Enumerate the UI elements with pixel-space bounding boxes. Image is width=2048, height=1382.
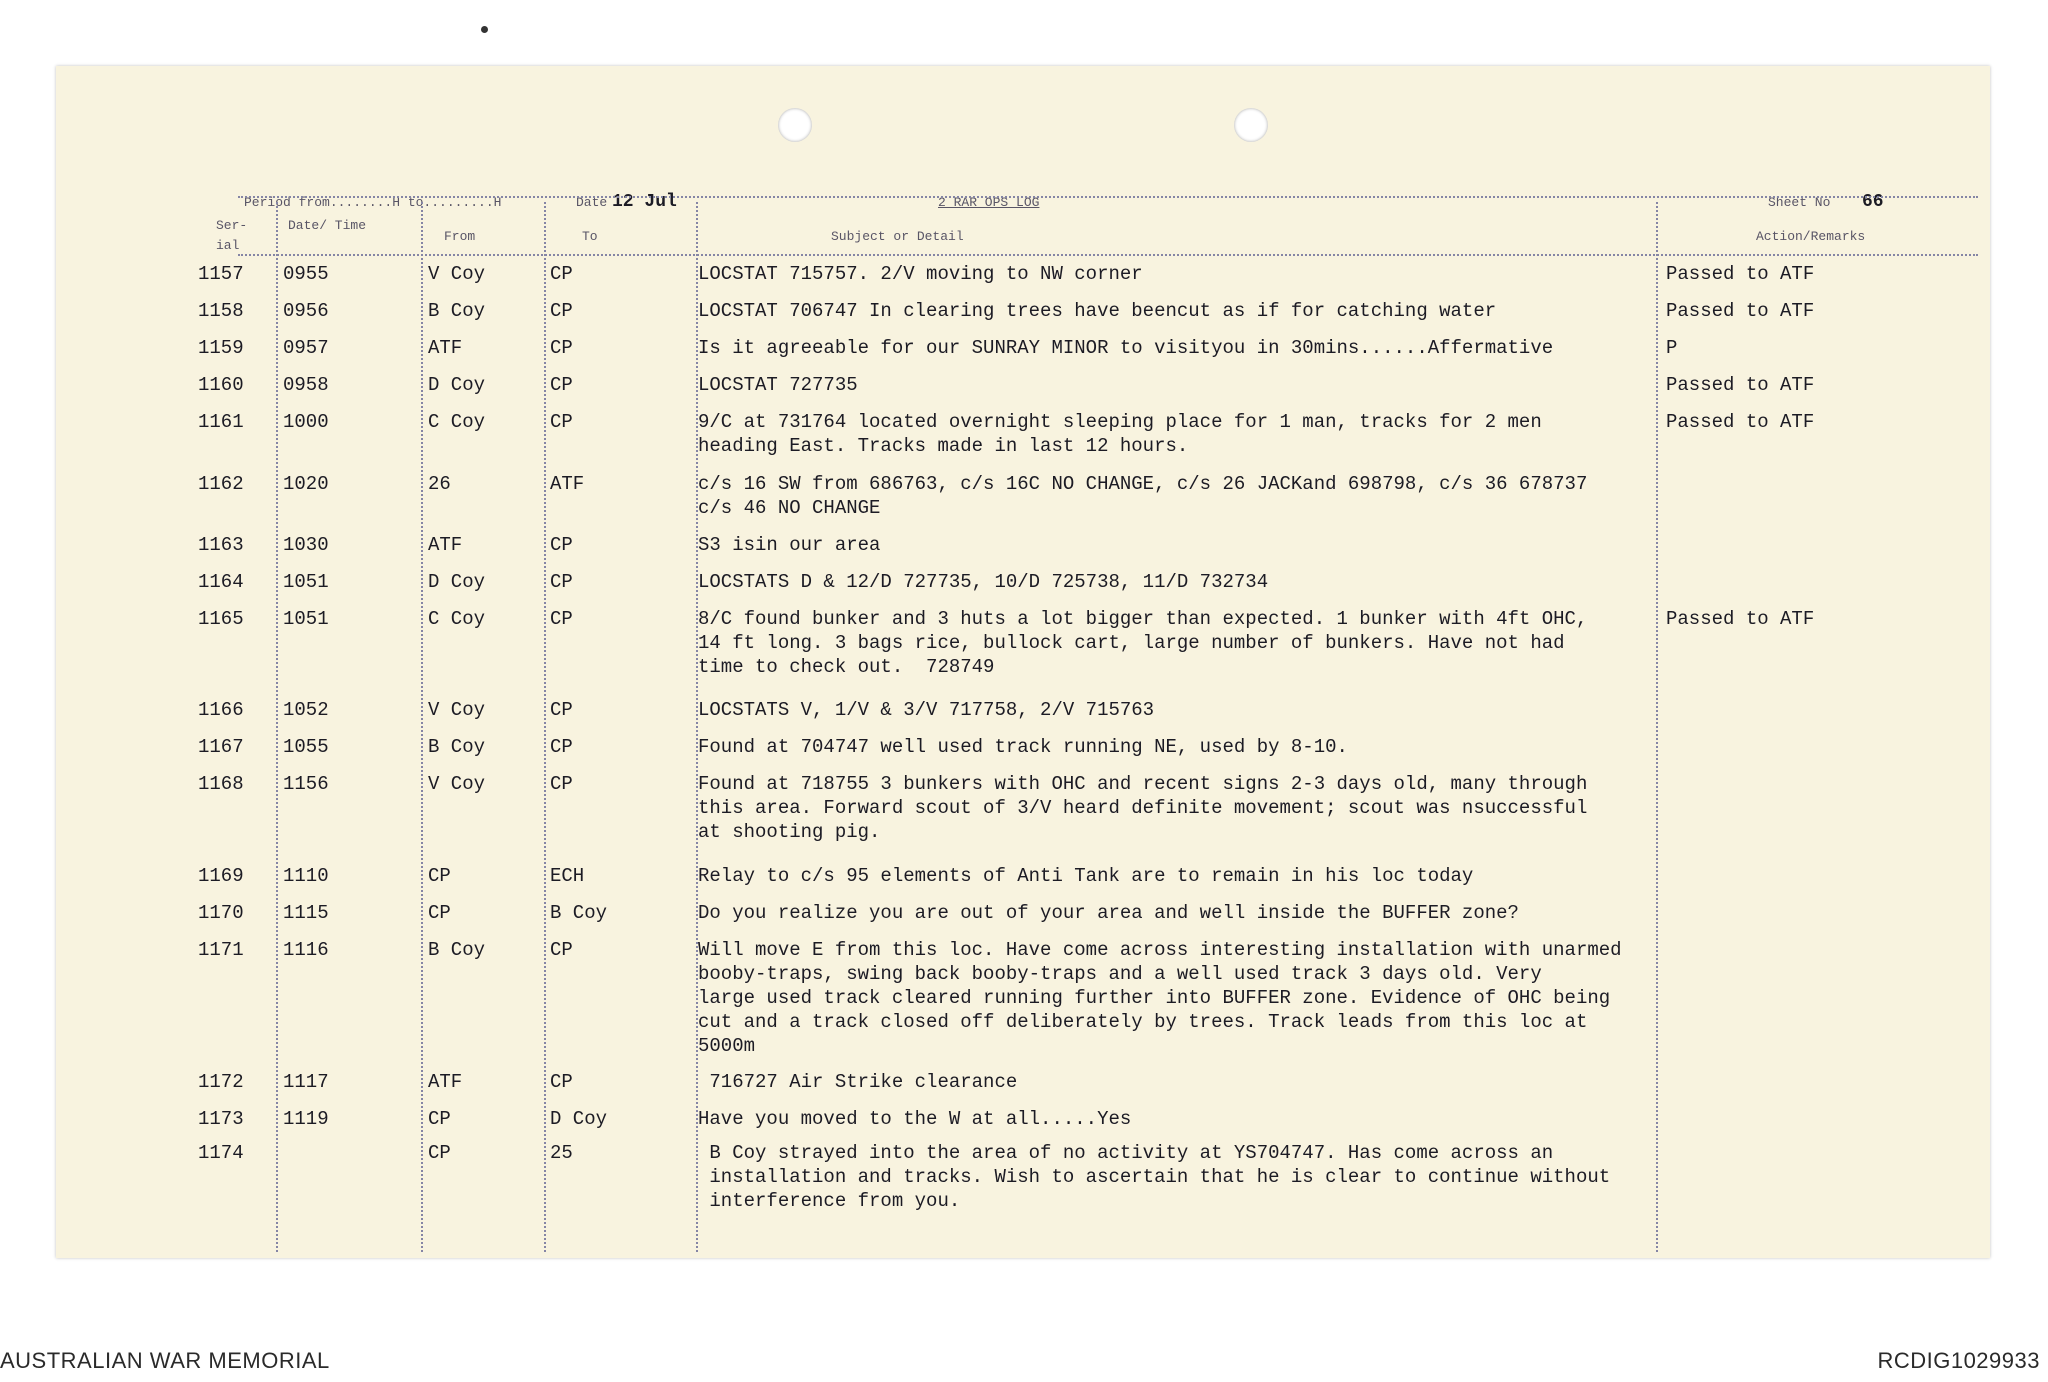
- serial-cell: 1167: [198, 736, 244, 758]
- to-cell: CP: [550, 337, 573, 359]
- subject-cell: LOCSTATS D & 12/D 727735, 10/D 725738, 11/D 732734: [698, 571, 1269, 593]
- column-divider-from: [421, 202, 423, 1252]
- subject-cell: LOCSTATS V, 1/V & 3/V 717758, 2/V 715763: [698, 699, 1155, 721]
- time-cell: 1030: [283, 534, 329, 556]
- serial-cell: 1161: [198, 411, 244, 433]
- subject-cell: 716727 Air Strike clearance: [698, 1071, 1018, 1093]
- to-cell: CP: [550, 736, 573, 758]
- time-cell: 0958: [283, 374, 329, 396]
- from-cell: ATF: [428, 534, 463, 556]
- subject-cell: Is it agreeable for our SUNRAY MINOR to visityou in 30mins......Affermative: [698, 337, 1554, 359]
- from-cell: B Coy: [428, 300, 486, 322]
- serial-cell: 1162: [198, 473, 244, 495]
- from-cell: ATF: [428, 1071, 463, 1093]
- to-cell: B Coy: [550, 902, 608, 924]
- from-cell: CP: [428, 1108, 451, 1130]
- from-cell: D Coy: [428, 374, 486, 396]
- subject-cell: S3 isin our area: [698, 534, 881, 556]
- time-cell: 1116: [283, 939, 329, 961]
- footer-institution: AUSTRALIAN WAR MEMORIAL: [0, 1348, 330, 1373]
- time-cell: 0955: [283, 263, 329, 285]
- header-top-rule: [238, 196, 1978, 198]
- subject-cell: LOCSTAT 715757. 2/V moving to NW corner: [698, 263, 1143, 285]
- from-cell: D Coy: [428, 571, 486, 593]
- action-cell: Passed to ATF: [1666, 411, 1815, 433]
- col-from: From: [444, 229, 476, 244]
- time-cell: 1055: [283, 736, 329, 758]
- sheet-number-value: 66: [1862, 192, 1884, 212]
- from-cell: B Coy: [428, 736, 486, 758]
- to-cell: CP: [550, 608, 573, 630]
- from-cell: CP: [428, 1142, 451, 1164]
- serial-cell: 1168: [198, 773, 244, 795]
- action-cell: Passed to ATF: [1666, 300, 1815, 322]
- from-cell: V Coy: [428, 773, 486, 795]
- time-cell: 1020: [283, 473, 329, 495]
- from-cell: C Coy: [428, 411, 486, 433]
- serial-cell: 1172: [198, 1071, 244, 1093]
- to-cell: ATF: [550, 473, 585, 495]
- to-cell: CP: [550, 773, 573, 795]
- subject-cell: c/s 16 SW from 686763, c/s 16C NO CHANGE, c/s 26 JACKand 698798, c/s 36 678737 c/s 46 NO CHANGE: [698, 473, 1588, 519]
- to-cell: CP: [550, 1071, 573, 1093]
- subject-cell: Have you moved to the W at all.....Yes: [698, 1108, 1132, 1130]
- column-divider-date: [276, 202, 278, 1252]
- footer-reference: RCDIG1029933: [1877, 1348, 2040, 1373]
- period-label: Period from........H to.........H: [244, 195, 502, 210]
- time-cell: 1051: [283, 571, 329, 593]
- time-cell: 1156: [283, 773, 329, 795]
- subject-cell: Will move E from this loc. Have come across interesting installation with unarmed booby-traps, swing back booby-traps and a well used track 3 days old. Very large used track cleared running further into BUFFER zone. Evidence of OHC being cut and a track closed off deliberately by trees. Track leads from this loc at 5000m: [698, 939, 1622, 1057]
- from-cell: V Coy: [428, 699, 486, 721]
- time-cell: 0956: [283, 300, 329, 322]
- serial-cell: 1165: [198, 608, 244, 630]
- time-cell: 1117: [283, 1071, 329, 1093]
- sheet-number-label: Sheet No: [1768, 195, 1831, 210]
- to-cell: CP: [550, 263, 573, 285]
- col-serial: Ser- ial: [216, 218, 248, 253]
- col-date-time: Date/ Time: [288, 218, 367, 233]
- subject-cell: Relay to c/s 95 elements of Anti Tank are to remain in his loc today: [698, 865, 1474, 887]
- from-cell: C Coy: [428, 608, 486, 630]
- subject-cell: B Coy strayed into the area of no activity at YS704747. Has come across an installation and tracks. Wish to ascertain that he is clear to continue without interference from you.: [709, 1142, 1611, 1212]
- from-cell: V Coy: [428, 263, 486, 285]
- action-cell: Passed to ATF: [1666, 263, 1815, 285]
- time-cell: 1110: [283, 865, 329, 887]
- serial-cell: 1157: [198, 263, 244, 285]
- from-cell: CP: [428, 902, 451, 924]
- serial-cell: 1174: [198, 1142, 244, 1164]
- serial-cell: 1171: [198, 939, 244, 961]
- col-subject: Subject or Detail: [831, 229, 964, 244]
- to-cell: CP: [550, 534, 573, 556]
- to-cell: CP: [550, 300, 573, 322]
- date-label: Date: [576, 195, 608, 210]
- serial-cell: 1160: [198, 374, 244, 396]
- serial-cell: 1158: [198, 300, 244, 322]
- punch-hole-left: [778, 108, 812, 142]
- sheet-header: [56, 178, 1990, 218]
- serial-cell: 1170: [198, 902, 244, 924]
- serial-cell: 1169: [198, 865, 244, 887]
- subject-cell: LOCSTAT 706747 In clearing trees have beencut as if for catching water: [698, 300, 1497, 322]
- to-cell: CP: [550, 699, 573, 721]
- date-value: 12 Jul: [612, 192, 677, 212]
- stray-mark: [481, 26, 488, 33]
- column-divider-to: [544, 202, 546, 1252]
- action-cell: P: [1666, 337, 1678, 359]
- time-cell: 1052: [283, 699, 329, 721]
- col-to: To: [582, 229, 598, 244]
- serial-cell: 1164: [198, 571, 244, 593]
- action-cell: Passed to ATF: [1666, 374, 1815, 396]
- log-sheet: [56, 66, 1990, 1258]
- to-cell: 25: [550, 1142, 573, 1164]
- from-cell: B Coy: [428, 939, 486, 961]
- subject-cell: 9/C at 731764 located overnight sleeping place for 1 man, tracks for 2 men heading East. Tracks made in last 12 hours.: [698, 411, 1542, 457]
- action-cell: Passed to ATF: [1666, 608, 1815, 630]
- to-cell: CP: [550, 411, 573, 433]
- time-cell: 1119: [283, 1108, 329, 1130]
- col-action: Action/Remarks: [1756, 229, 1866, 244]
- header-bottom-rule: [238, 254, 1978, 256]
- serial-cell: 1163: [198, 534, 244, 556]
- to-cell: CP: [550, 571, 573, 593]
- from-cell: ATF: [428, 337, 463, 359]
- time-cell: 0957: [283, 337, 329, 359]
- serial-cell: 1166: [198, 699, 244, 721]
- subject-cell: Found at 704747 well used track running NE, used by 8-10.: [698, 736, 1348, 758]
- to-cell: CP: [550, 939, 573, 961]
- serial-cell: 1173: [198, 1108, 244, 1130]
- from-cell: 26: [428, 473, 451, 495]
- subject-cell: Found at 718755 3 bunkers with OHC and recent signs 2-3 days old, many through this area. Forward scout of 3/V heard definite movement; scout was nsuccessful at shooting pig.: [698, 773, 1588, 843]
- time-cell: 1115: [283, 902, 329, 924]
- to-cell: CP: [550, 374, 573, 396]
- to-cell: D Coy: [550, 1108, 608, 1130]
- punch-hole-right: [1234, 108, 1268, 142]
- serial-cell: 1159: [198, 337, 244, 359]
- to-cell: ECH: [550, 865, 585, 887]
- log-title: 2 RAR OPS LOG: [938, 195, 1040, 210]
- time-cell: 1000: [283, 411, 329, 433]
- from-cell: CP: [428, 865, 451, 887]
- time-cell: 1051: [283, 608, 329, 630]
- subject-cell: 8/C found bunker and 3 huts a lot bigger than expected. 1 bunker with 4ft OHC, 14 ft long. 3 bags rice, bullock cart, large number of bunkers. Have not had time to check out. 728749: [698, 608, 1588, 678]
- subject-cell: LOCSTAT 727735: [698, 374, 858, 396]
- subject-cell: Do you realize you are out of your area and well inside the BUFFER zone?: [698, 902, 1519, 924]
